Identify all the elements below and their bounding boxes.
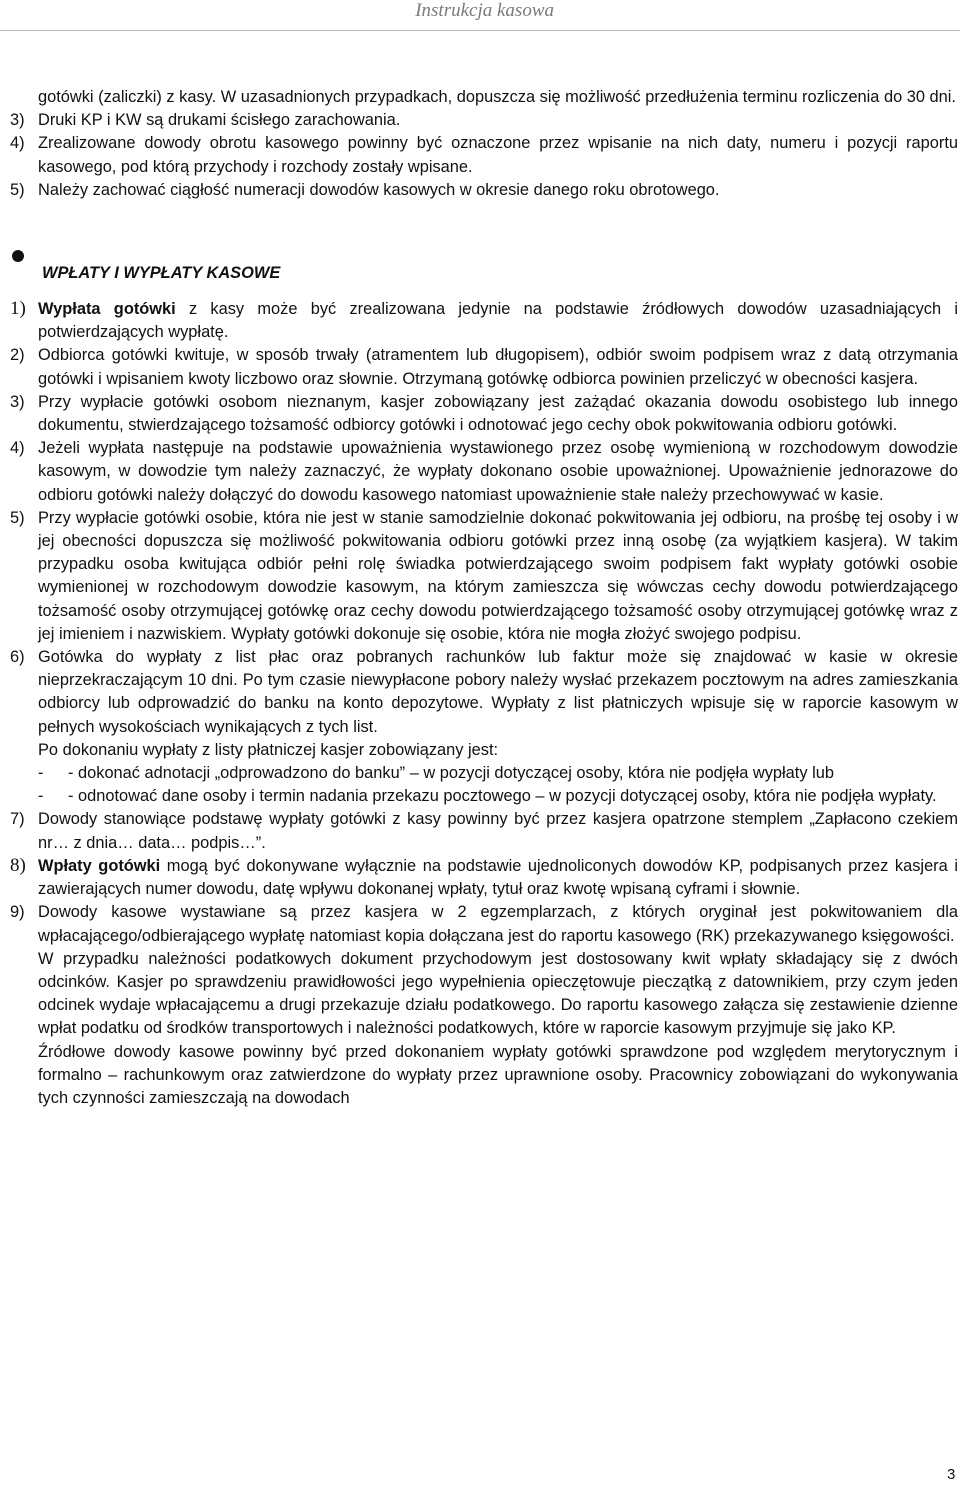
section-item-5 — [10, 507, 958, 646]
dash-mark: - — [38, 764, 44, 783]
section-item-1 — [10, 298, 958, 344]
section-item-2 — [10, 344, 958, 390]
section-item-8 — [10, 855, 958, 901]
item-6-followup: Po dokonaniu wypłaty z listy płatniczej kasjer zobowiązany jest: — [38, 740, 499, 759]
item-text: Należy zachować ciągłość numeracji dowodów kasowych w okresie danego roku obrotowego. — [38, 180, 720, 199]
item-text: mogą być dokonywane wyłącznie na podstawie ujednoliconych dowodów KP, podpisanych przez kasjera i zawierających numer dowodu, datę wpływu dokonanej wpłaty, tytuł oraz kwotę wpisaną cyframi i słownie. — [38, 856, 958, 899]
item-text: Przy wypłacie gotówki osobom nieznanym, kasjer zobowiązany jest zażądać okazania dowodu osobistego lub innego dokumentu, stwierdzającego tożsamość odbiorcy gotówki i odnotować jego cechy obok pokwitowania odbioru gotówki. — [38, 392, 958, 435]
item-number: 6) — [10, 648, 25, 667]
dash-text: - dokonać adnotacji „odprowadzono do banku” – w pozycji dotyczącej osoby, która nie podjęła wypłaty lub — [68, 764, 834, 783]
item-number: 1) — [10, 298, 26, 320]
item-number: 2) — [10, 346, 25, 365]
item-text: Druki KP i KW są drukami ścisłego zarachowania. — [38, 111, 401, 130]
item-text: Dowody kasowe wystawiane są przez kasjera w 2 egzemplarzach, z których oryginał jest pokwitowaniem dla wpłacającego/odbierającego wypłatę natomiast kopia dołączana jest do raportu kasowego (RK) przekazywanego księgowości. — [38, 903, 958, 945]
item-9-paragraph-3: Źródłowe dowody kasowe powinny być przed dokonaniem wypłaty gotówki sprawdzone pod względem merytorycznym i formalno – rachunkowym oraz zatwierdzone do wypłaty przez uprawnione osoby. Pracownicy zobowiązani do wykonywania tych czynności zamieszczają na dowodach — [38, 1042, 958, 1107]
intro-item-3 — [10, 109, 958, 132]
item-text: Przy wypłacie gotówki osobie, która nie jest w stanie samodzielnie dokonać pokwitowania jej odbioru, na prośbę tej osoby i w jej obecności dopuszcza się możliwość pokwitowania odbioru gotówki przez inną osobę (za wyjątkiem kasjera). W takim przypadku osoba kwitująca odbiór pełni rolę świadka potwierdzającego swoim podpisem fakt wypłaty gotówki osobie wymienionej w rozchodowym dowodzie kasowym, na którym zamieszcza się wówczas cechy dowodu potwierdzającego tożsamość osoby otrzymującej gotówkę oraz cechy dowodu potwierdzającego tożsamość osoby otrzymującej gotówkę wraz z jej imieniem i nazwiskiem. Wypłaty gotówki dokonuje się osobie, która nie mogła złożyć swojego podpisu. — [38, 508, 958, 643]
intro-item-5 — [10, 179, 958, 202]
document-title: Instrukcja kasowa — [415, 0, 554, 21]
item-number: 7) — [10, 810, 25, 829]
item-text: Zrealizowane dowody obrotu kasowego powinny być oznaczone przez wpisanie na nich daty, numeru i pozycji raportu kasowego, pod którą przychody i rozchody zostały wpisane. — [38, 134, 958, 176]
item-number: 5) — [10, 508, 25, 527]
item-6-dash-2 — [10, 785, 958, 808]
item-bold-lead: Wypłata gotówki — [38, 300, 176, 319]
item-number: 3) — [10, 111, 25, 130]
item-number: 4) — [10, 134, 25, 153]
item-text: z kasy może być zrealizowana jedynie na podstawie źródłowych dowodów uzasadniających i potwierdzających wypłatę. — [38, 300, 958, 342]
bullet-icon — [12, 250, 24, 262]
page-header — [0, 0, 960, 31]
page-number: 3 — [947, 1466, 956, 1483]
item-number: 8) — [10, 854, 26, 876]
item-text: Dowody stanowiące podstawę wypłaty gotówki z kasy powinny być przez kasjera opatrzone stemplem „Zapłacono czekiem nr… z dnia… data… podpis…”. — [38, 810, 958, 852]
dash-text: - odnotować dane osoby i termin nadania przekazu pocztowego – w pozycji dotyczącej osoby, która nie podjęła wypłaty. — [68, 787, 937, 806]
intro-item-4 — [10, 132, 958, 178]
item-text: Jeżeli wypłata następuje na podstawie upoważnienia wystawionego przez osobę wymienioną w rozchodowym dowodzie kasowym, w dowodzie tym należy zaznaczyć, że wypłaty dokonano osobie upoważnionej. Upoważnienie jednorazowe do odbioru gotówki należy dołączyć do dowodu kasowego natomiast upoważnienie stałe należy przechowywać w kasie. — [38, 439, 958, 504]
item-text: Odbiorca gotówki kwituje, w sposób trwały (atramentem lub długopisem), odbiór swoim podpisem wraz z datą otrzymania gotówki i wpisaniem kwoty liczbowo oraz słownie. Otrzymaną gotówkę odbiorca powinien przeliczyć w obecności kasjera. — [38, 346, 958, 388]
section-item-4 — [10, 437, 958, 507]
item-9-paragraph-2: W przypadku należności podatkowych dokument przychodowym jest dostosowany kwit wpłaty składający się z dwóch odcinków. Kasjer po sprawdzeniu prawidłowości jego wypełnienia opieczętowuje pieczątką z datownikiem, przy czym jeden odcinek wydaje wpłacającemu a drugi przekazuje działu podatkowego. Do raportu kasowego załącza się zestawienie dzienne wpłat podatku od środków transportowych i należności podatkowych, które w raporcie kasowym przyjmuje się jako KP. — [38, 949, 958, 1038]
item-6-dash-1 — [10, 762, 958, 785]
section-item-3 — [10, 391, 958, 437]
document-body — [10, 86, 958, 1110]
section-item-9 — [10, 901, 958, 947]
item-number: 4) — [10, 439, 25, 458]
item-bold-lead: Wpłaty gotówki — [38, 856, 161, 875]
intro-continuation: gotówki (zaliczki) z kasy. W uzasadnionych przypadkach, dopuszcza się możliwość przedłużenia terminu rozliczenia do 30 dni. — [38, 88, 956, 106]
section-title: WPŁATY I WYPŁATY KASOWE — [42, 264, 281, 283]
section-item-7 — [10, 808, 958, 854]
item-number: 3) — [10, 392, 25, 411]
section-heading — [10, 248, 958, 290]
item-text: Gotówka do wypłaty z list płac oraz pobranych rachunków lub faktur może się znajdować w kasie w okresie nieprzekraczającym 10 dni. Po tym czasie niewypłacone pobory należy wysłać przekazem pocztowym na adres zamieszkania odbiorcy lub odprowadzić do banku na konto depozytowe. Wypłaty z list płatniczych wpisuje się w raporcie kasowym w pełnych wysokościach wynikających z tych list. — [38, 648, 958, 736]
item-number: 5) — [10, 180, 25, 199]
item-number: 9) — [10, 903, 25, 922]
section-item-6 — [10, 646, 958, 739]
dash-mark: - — [38, 787, 44, 806]
